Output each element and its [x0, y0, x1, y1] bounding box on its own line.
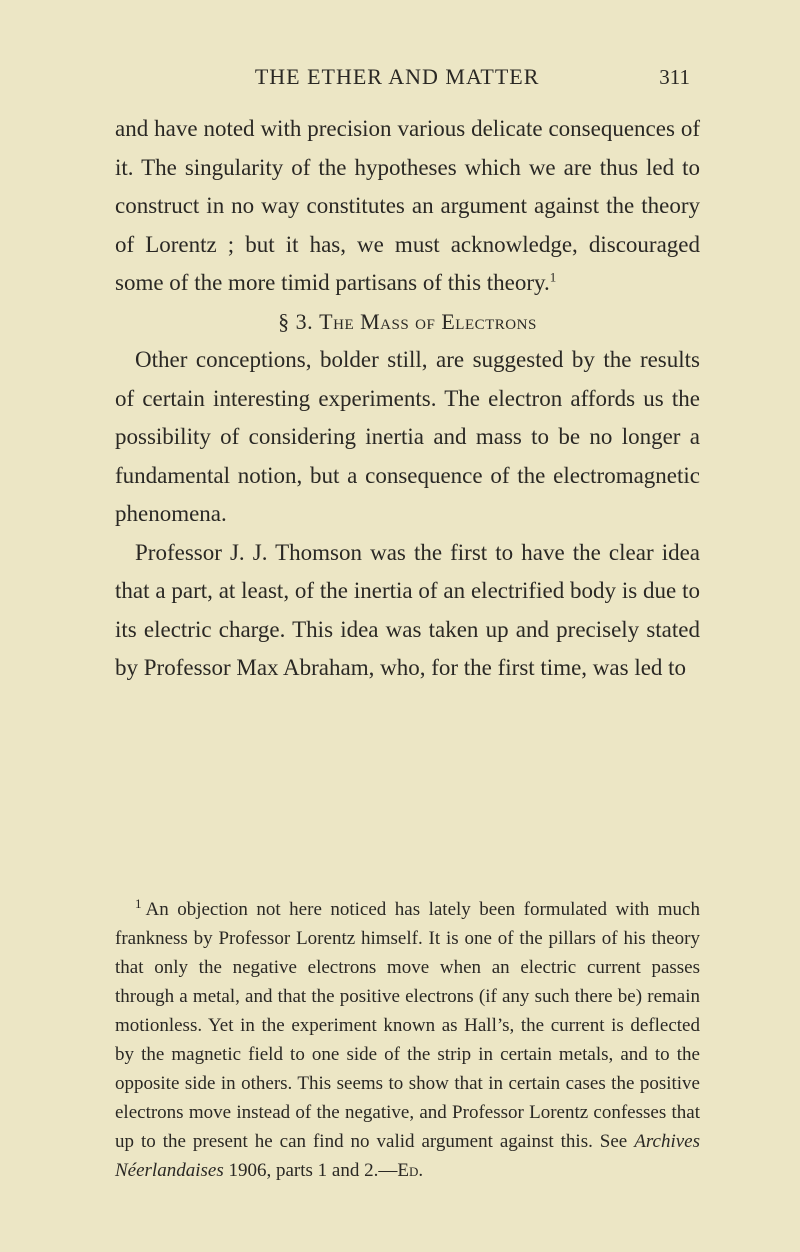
footnote-reference: 1 — [549, 269, 557, 285]
editor-signature: Ed. — [397, 1160, 424, 1181]
section-title: The Mass of Electrons — [319, 308, 537, 334]
footnote-tail: 1906, parts 1 and 2.— — [223, 1160, 398, 1181]
footnote-1 — [115, 895, 700, 1185]
footnote-marker: 1 — [135, 895, 142, 911]
section-number: § 3. — [278, 308, 320, 334]
running-title: THE ETHER AND MATTER — [254, 64, 540, 89]
paragraph-2: Other conceptions, bolder still, are suggested by the results of certain interesting experiments. The electron affords us the possibility of considering inertia and mass to be no longer a fundamental notion, but a consequence of the electromagnetic phenomena. — [115, 347, 700, 526]
footnotes — [115, 895, 700, 1185]
page-number: 311 — [659, 65, 690, 89]
footnote-text: An objection not here noticed has lately been formulated with much frankness by Professor Lorentz himself. It is one of the pillars of his theory that only the negative electrons move when an electric current passes through a metal, and that the positive electrons (if any such there be) remain motionless. Yet in the experiment known as Hall’s, the current is deflected by the magnetic field to one side of the strip in certain metals, and to the opposite side in others. This seems to show that in certain cases the positive electrons move instead of the negative, and Professor Lorentz confesses that up to the present he can find no valid argument against this. See — [115, 899, 700, 1152]
main-text — [115, 110, 700, 688]
paragraph-3: Professor J. J. Thomson was the first to have the clear idea that a part, at least, of the inertia of an electrified body is due to its electric charge. This idea was taken up and precisely stated by Professor Max Abraham, who, for the first time, was led to — [115, 539, 700, 680]
section-heading — [115, 303, 700, 342]
page-header — [115, 64, 690, 90]
journal-title: Archives Néerlandaises — [115, 1131, 700, 1181]
paragraph-1 — [115, 110, 700, 303]
paragraph-1-text: and have noted with precision various delicate consequences of it. The singularity of the hypotheses which we are thus led to construct in no way constitutes an argument against the theory of Lorentz ; but it has, we must acknowledge, discouraged some of the more timid partisans of this theory. — [115, 116, 700, 295]
